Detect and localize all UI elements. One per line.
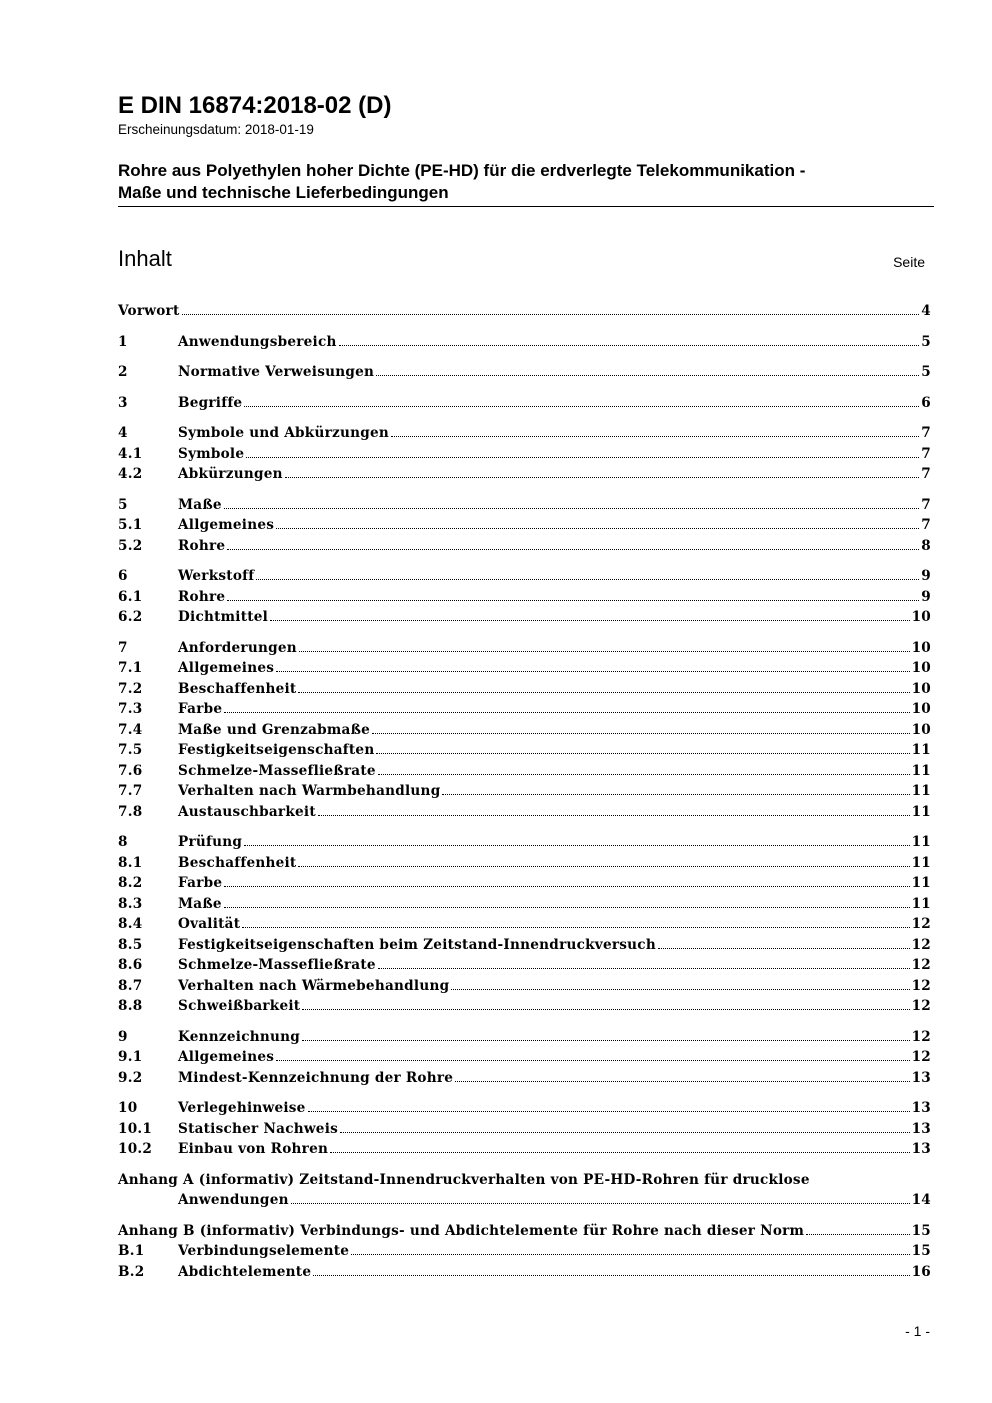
toc-entry-number: 8.5 (118, 936, 143, 953)
toc-entry-title: Symbole und Abkürzungen (178, 425, 390, 441)
toc-entry[interactable] (118, 607, 931, 628)
toc-entry-title: Schmelze-Massefließrate (178, 762, 376, 779)
toc-entry-title: Mindest-Kennzeichnung der Rohre (178, 1069, 454, 1086)
toc-dot-leader (391, 432, 919, 437)
toc-entry[interactable] (118, 495, 931, 516)
toc-dot-leader (256, 575, 919, 580)
toc-group (118, 393, 931, 414)
toc-entry-title: Allgemeines (178, 660, 275, 676)
toc-entry-page: 11 (911, 834, 931, 850)
toc-entry-title: Ovalität (178, 916, 241, 932)
toc-entry-title: Beschaffenheit (178, 680, 297, 697)
toc-dot-leader (224, 882, 909, 887)
toc-entry-number: 6.2 (118, 609, 143, 625)
toc-entry-page: 7 (921, 466, 931, 482)
toc-dot-leader (227, 596, 919, 601)
toc-dot-leader (308, 1107, 910, 1112)
toc-entry-page: 15 (911, 1243, 931, 1259)
toc-entry-title: Einbau von Rohren (178, 1141, 329, 1157)
toc-entry[interactable] (118, 1262, 931, 1283)
toc-entry-number: 5.2 (118, 537, 143, 554)
toc-entry-title: Festigkeitseigenschaften beim Zeitstand-Innendruckversuch (178, 936, 656, 953)
toc-dot-leader (302, 1036, 910, 1041)
toc-entry[interactable] (118, 1098, 931, 1119)
toc-entry-number: 7.2 (118, 680, 143, 697)
toc-entry[interactable] (118, 853, 931, 874)
toc-dot-leader (224, 903, 910, 908)
toc-heading: Inhalt (118, 246, 172, 271)
toc-entry-number: 8.3 (118, 895, 143, 912)
toc-dot-leader (244, 841, 909, 846)
toc-entry[interactable] (118, 332, 931, 353)
toc-entry-number: 8.2 (118, 875, 143, 891)
toc-entry-number: 2 (118, 364, 128, 380)
toc-entry-title: Kennzeichnung (178, 1028, 301, 1045)
title-line-2: Maße und technische Lieferbedingungen (118, 183, 449, 202)
toc-dot-leader (372, 729, 910, 734)
toc-entry[interactable] (118, 894, 931, 915)
toc-entry-title: Austauschbarkeit (178, 803, 316, 820)
toc-entry-number: 10.2 (118, 1141, 153, 1157)
toc-dot-leader (246, 453, 919, 458)
toc-group (118, 1098, 931, 1160)
toc-entry[interactable] (118, 976, 931, 997)
toc-group (118, 1027, 931, 1089)
toc-entry[interactable] (118, 720, 931, 741)
toc-entry[interactable] (118, 1047, 931, 1068)
toc-entry-number: 7.4 (118, 721, 143, 738)
toc-dot-leader (376, 371, 919, 376)
toc-entry[interactable] (118, 679, 931, 700)
toc-dot-leader (451, 985, 909, 990)
toc-entry-title: Beschaffenheit (178, 854, 297, 871)
toc-entry[interactable] (118, 781, 931, 802)
toc-group (118, 1221, 931, 1283)
toc-entry-number: B.1 (118, 1243, 145, 1259)
toc-entry[interactable] (118, 1221, 931, 1242)
toc-entry-page: 12 (911, 977, 931, 994)
toc-entry-number: 8 (118, 834, 128, 850)
toc-entry-number: 7.3 (118, 701, 143, 717)
toc-entry-title: Maße (178, 895, 222, 912)
toc-entry[interactable] (118, 914, 931, 935)
toc-entry-page: 7 (921, 445, 931, 462)
toc-entry[interactable] (118, 464, 931, 485)
toc-entry-title: Schmelze-Massefließrate (178, 957, 376, 973)
toc-entry-page: 15 (911, 1222, 931, 1239)
toc-group (118, 332, 931, 353)
toc-dot-leader (224, 504, 919, 509)
toc-dot-leader (351, 1250, 909, 1255)
toc-entry[interactable] (118, 1139, 931, 1160)
toc-entry-page: 12 (911, 916, 931, 932)
toc-entry-page: 12 (911, 957, 931, 973)
toc-dot-leader (298, 862, 909, 867)
title-line-1: Rohre aus Polyethylen hoher Dichte (PE-HD) für die erdverlegte Telekommunikation - (118, 161, 806, 180)
toc-entry-page: 13 (911, 1069, 931, 1086)
toc-group (118, 1170, 931, 1211)
toc-dot-leader (378, 770, 910, 775)
toc-entry-title: Verbindungselemente (178, 1243, 350, 1259)
toc-entry-number: 10.1 (118, 1120, 153, 1137)
toc-entry-page: 12 (911, 998, 931, 1014)
toc-entry-title: Verhalten nach Warmbehandlung (178, 783, 441, 799)
toc-entry-page: 10 (911, 639, 931, 656)
toc-entry-number: 7.5 (118, 742, 143, 758)
toc-entry-number: 7.1 (118, 660, 143, 676)
toc-entry[interactable] (118, 515, 931, 536)
toc-dot-leader (270, 616, 910, 621)
toc-entry[interactable] (118, 1027, 931, 1048)
toc-entry-title: Symbole (178, 445, 245, 462)
toc-entry[interactable] (118, 393, 931, 414)
toc-entry-number: 6 (118, 568, 128, 584)
toc-entry-title: Maße und Grenzabmaße (178, 721, 371, 738)
toc-entry[interactable] (118, 1241, 931, 1262)
publication-date: Erscheinungsdatum: 2018-01-19 (118, 122, 314, 137)
title-divider (118, 206, 934, 207)
toc-entry-page: 16 (911, 1263, 931, 1280)
toc-entry[interactable] (118, 423, 931, 444)
toc-entry-number: 8.1 (118, 854, 143, 871)
toc-dot-leader (339, 341, 920, 346)
toc-entry-page: 12 (911, 1028, 931, 1045)
toc-entry[interactable] (118, 1170, 931, 1191)
toc-entry-number: 8.6 (118, 957, 143, 973)
toc-dot-leader (330, 1148, 909, 1153)
toc-entry-title: Farbe (178, 701, 223, 717)
toc-entry-number: 8.7 (118, 977, 143, 994)
toc-dot-leader (182, 310, 920, 315)
toc-dot-leader (242, 923, 909, 928)
toc-entry[interactable] (118, 301, 931, 322)
toc-entry-page: 11 (911, 762, 931, 779)
toc-dot-leader (378, 964, 910, 969)
toc-group (118, 495, 931, 557)
toc-dot-leader (313, 1271, 909, 1276)
toc-entry-title: Statischer Nachweis (178, 1120, 339, 1137)
toc-entry[interactable] (118, 1068, 931, 1089)
toc-entry-title: Rohre (178, 537, 226, 554)
toc-entry-title: Verlegehinweise (178, 1100, 306, 1116)
toc-entry-page: 12 (911, 936, 931, 953)
toc-entry-number: 6.1 (118, 588, 143, 605)
toc-entry-page: 5 (921, 333, 931, 350)
toc-entry-title: Anwendungsbereich (178, 333, 337, 350)
toc-dot-leader (376, 749, 909, 754)
toc-dot-leader (224, 708, 909, 713)
toc-entry-number: 8.4 (118, 916, 143, 932)
toc-entry-number: 1 (118, 333, 128, 350)
toc-entry-page: 10 (911, 680, 931, 697)
toc-entry-page: 11 (911, 854, 931, 871)
toc-entry-title: Farbe (178, 875, 223, 891)
toc-group (118, 362, 931, 383)
toc-entry-title: Festigkeitseigenschaften (178, 742, 375, 758)
toc-dot-leader (299, 647, 910, 652)
document-title (118, 160, 934, 204)
toc-dot-leader (318, 811, 910, 816)
toc-dot-leader (276, 1056, 909, 1061)
toc-entry-title: Begriffe (178, 394, 243, 411)
toc-entry-title: Anforderungen (178, 639, 297, 656)
toc-dot-leader (658, 944, 910, 949)
toc-group (118, 423, 931, 485)
toc-entry[interactable] (118, 444, 931, 465)
table-of-contents (118, 301, 931, 1292)
toc-dot-leader (298, 688, 909, 693)
toc-entry-page: 11 (911, 742, 931, 758)
toc-entry-page: 10 (911, 660, 931, 676)
toc-entry-page: 14 (911, 1192, 931, 1208)
toc-entry-page: 9 (921, 568, 931, 584)
toc-entry-title: Allgemeines (178, 1049, 275, 1065)
toc-entry-number: 7.6 (118, 762, 143, 779)
toc-entry-number: 5 (118, 496, 128, 513)
page-number: - 1 - (905, 1323, 930, 1339)
toc-entry-page: 7 (921, 425, 931, 441)
toc-entry-title: Allgemeines (178, 517, 275, 533)
toc-entry[interactable] (118, 1190, 931, 1211)
toc-entry-page: 13 (911, 1141, 931, 1157)
toc-entry-number: 4.2 (118, 466, 143, 482)
document-id: E DIN 16874:2018-02 (D) (118, 92, 392, 119)
toc-entry[interactable] (118, 873, 931, 894)
toc-entry-number: 4 (118, 425, 128, 441)
toc-entry[interactable] (118, 566, 931, 587)
toc-entry-title: Abdichtelemente (178, 1263, 312, 1280)
toc-page-column-heading: Seite (893, 254, 925, 270)
toc-entry[interactable] (118, 955, 931, 976)
toc-entry-number: 5.1 (118, 517, 143, 533)
toc-group (118, 832, 931, 1017)
toc-entry-page: 11 (911, 895, 931, 912)
toc-entry-number: 7 (118, 639, 128, 656)
toc-entry-number: 7.7 (118, 783, 143, 799)
toc-dot-leader (276, 667, 909, 672)
toc-dot-leader (227, 545, 919, 550)
toc-entry[interactable] (118, 740, 931, 761)
toc-entry[interactable] (118, 699, 931, 720)
toc-group (118, 301, 931, 322)
toc-entry-page: 10 (911, 609, 931, 625)
toc-entry-page: 6 (921, 394, 931, 411)
toc-entry-title: Anwendungen (178, 1192, 289, 1208)
toc-entry-page: 7 (921, 496, 931, 513)
toc-entry-title: Dichtmittel (178, 609, 269, 625)
toc-entry-page: 4 (921, 303, 931, 319)
toc-entry-number: 7.8 (118, 803, 143, 820)
toc-entry-title: Normative Verweisungen (178, 364, 375, 380)
toc-entry[interactable] (118, 1119, 931, 1140)
toc-entry-page: 5 (921, 364, 931, 380)
toc-entry-page: 11 (911, 803, 931, 820)
toc-entry[interactable] (118, 658, 931, 679)
toc-entry-page: 11 (911, 875, 931, 891)
toc-entry-title: Prüfung (178, 834, 243, 850)
toc-entry-number: 9.1 (118, 1049, 143, 1065)
toc-entry[interactable] (118, 832, 931, 853)
toc-entry[interactable] (118, 638, 931, 659)
toc-dot-leader (806, 1230, 909, 1235)
toc-entry-page: 7 (921, 517, 931, 533)
toc-dot-leader (244, 402, 919, 407)
toc-entry-page: 13 (911, 1120, 931, 1137)
toc-dot-leader (455, 1077, 909, 1082)
toc-entry-title: Schweißbarkeit (178, 998, 301, 1014)
toc-entry-page: 13 (911, 1100, 931, 1116)
toc-entry[interactable] (118, 802, 931, 823)
toc-entry-number: 3 (118, 394, 128, 411)
toc-entry-title: Rohre (178, 588, 226, 605)
toc-entry-page: 12 (911, 1049, 931, 1065)
toc-entry-page: 9 (921, 588, 931, 605)
toc-entry[interactable] (118, 587, 931, 608)
toc-dot-leader (291, 1199, 910, 1204)
toc-group (118, 566, 931, 628)
toc-entry-title: Anhang B (informativ) Verbindungs- und Abdichtelemente für Rohre nach dieser Norm (118, 1222, 805, 1239)
toc-entry[interactable] (118, 761, 931, 782)
toc-entry-number: 9 (118, 1028, 128, 1045)
toc-entry-title: Abkürzungen (178, 466, 283, 482)
toc-entry-number: 10 (118, 1100, 138, 1116)
toc-dot-leader (276, 524, 919, 529)
toc-dot-leader (340, 1128, 910, 1133)
toc-dot-leader (285, 473, 919, 478)
toc-group (118, 638, 931, 823)
toc-entry-title: Vorwort (118, 303, 180, 319)
toc-entry-title: Verhalten nach Wärmebehandlung (178, 977, 450, 994)
toc-entry-number: 9.2 (118, 1069, 143, 1086)
toc-entry-title: Werkstoff (178, 568, 255, 584)
toc-dot-leader (302, 1005, 909, 1010)
toc-entry-title: Anhang A (informativ) Zeitstand-Innendruckverhalten von PE-HD-Rohren für drucklose (118, 1171, 810, 1188)
toc-entry-number: B.2 (118, 1263, 145, 1280)
toc-entry[interactable] (118, 362, 931, 383)
toc-entry[interactable] (118, 536, 931, 557)
toc-entry-page: 8 (921, 537, 931, 554)
toc-entry-page: 11 (911, 783, 931, 799)
toc-entry[interactable] (118, 935, 931, 956)
toc-entry-number: 4.1 (118, 445, 143, 462)
toc-entry-title: Maße (178, 496, 222, 513)
toc-entry-page: 10 (911, 701, 931, 717)
toc-entry-number: 8.8 (118, 998, 143, 1014)
toc-entry-page: 10 (911, 721, 931, 738)
toc-dot-leader (442, 790, 909, 795)
toc-entry[interactable] (118, 996, 931, 1017)
